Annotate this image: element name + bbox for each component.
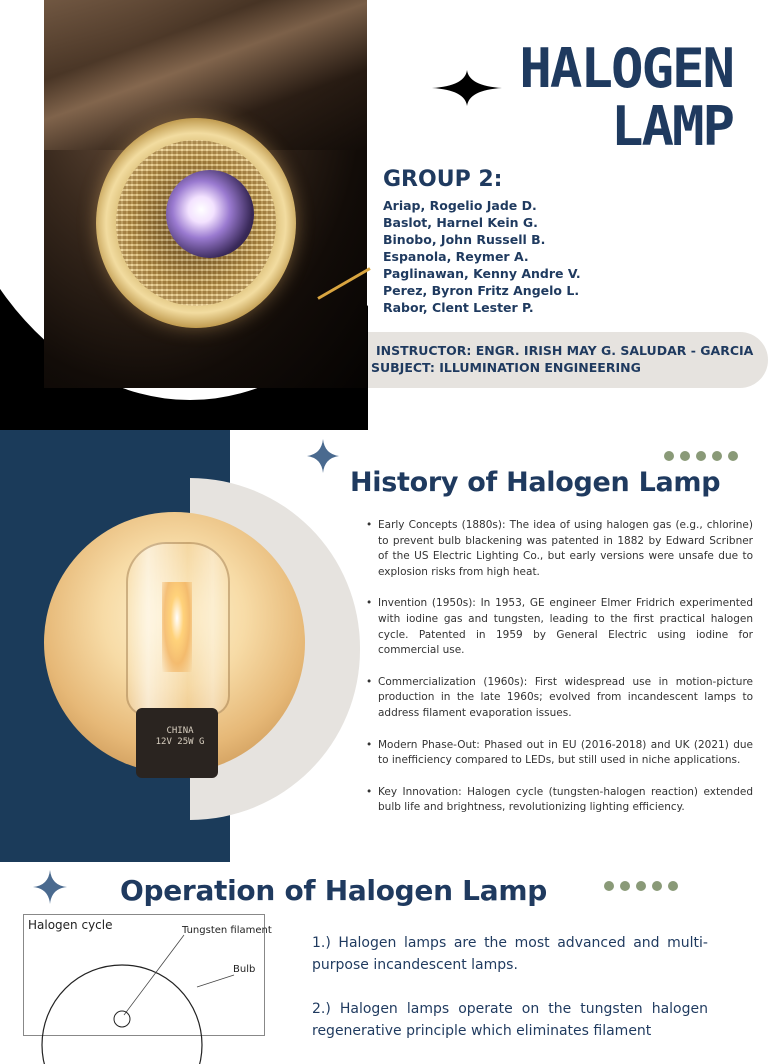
history-item: • Invention (1950s): In 1953, GE engineer Elmer Fridrich experimented with iodine gas and tungsten, leading to the first practical halogen cycle. Patented in 1959 by General Electric using iodine for commercial use.: [366, 596, 753, 658]
filament-coil: [114, 1011, 130, 1027]
halogen-capsule-photo: [44, 512, 305, 773]
page-title: [503, 37, 733, 158]
member-name: Rabor, Clent Lester P.: [383, 300, 534, 315]
cover-section: [0, 0, 768, 430]
lamp-bulb-core: [166, 170, 254, 258]
operation-item: 1.) Halogen lamps are the most advanced and multi-purpose incandescent lamps.: [312, 935, 708, 973]
history-item: • Key Innovation: Halogen cycle (tungsten-halogen reaction) extended bulb life and brightness, revolutionizing lighting efficiency.: [366, 785, 753, 816]
history-item: • Early Concepts (1880s): The idea of using halogen gas (e.g., chlorine) to prevent bulb blackening was patented in 1882 by Edward Scribner of the US Electric Lighting Co., but early versions were unsafe due to explosion risks from high heat.: [366, 518, 753, 580]
diagram-label-filament: Tungsten filament: [182, 925, 272, 936]
capsule-print-line-1: CHINA: [166, 726, 194, 736]
dots-decoration: [664, 451, 738, 461]
member-name: Binobo, John Russell B.: [383, 232, 546, 247]
history-item: • Modern Phase-Out: Phased out in EU (2016-2018) and UK (2021) due to inefficiency compared to LEDs, but still used in niche applications.: [366, 738, 753, 769]
halogen-lamp-photo: [44, 0, 367, 388]
sparkle-icon: [306, 438, 340, 474]
member-list: [383, 197, 581, 316]
halogen-cycle-diagram: [23, 914, 272, 1036]
capsule-print: [148, 726, 212, 748]
sparkle-icon: [430, 68, 504, 108]
course-info-bar: [368, 332, 768, 388]
instructor-line: INSTRUCTOR: ENGR. IRISH MAY G. SALUDAR - GARCIA: [376, 343, 754, 358]
capsule-print-line-2: 12V 25W G: [155, 737, 205, 747]
operation-list: [312, 932, 708, 1064]
lamp-wire: [317, 267, 370, 300]
title-line-2: LAMP: [610, 95, 733, 158]
sparkle-icon: [32, 869, 68, 905]
history-list: [366, 518, 753, 832]
dots-decoration: [604, 881, 678, 891]
member-name: Espanola, Reymer A.: [383, 249, 529, 264]
operation-item: 2.) Halogen lamps operate on the tungsten halogen regenerative principle which eliminates filament: [312, 1001, 708, 1039]
diagram-label-bulb: Bulb: [233, 964, 256, 975]
history-heading: History of Halogen Lamp: [350, 467, 721, 498]
group-title: GROUP 2:: [383, 167, 503, 192]
operation-heading: Operation of Halogen Lamp: [120, 874, 547, 907]
capsule-filament: [162, 582, 192, 672]
history-section: [0, 430, 768, 862]
title-line-1: HALOGEN: [519, 37, 733, 100]
filament-pointer: [124, 935, 184, 1015]
subject-line: SUBJECT: ILLUMINATION ENGINEERING: [371, 360, 641, 375]
operation-section: [0, 862, 768, 1039]
member-name: Perez, Byron Fritz Angelo L.: [383, 283, 580, 298]
bulb-pointer: [197, 975, 234, 987]
diagram-title: Halogen cycle: [28, 918, 113, 932]
member-name: Baslot, Harnel Kein G.: [383, 215, 538, 230]
member-name: Ariap, Rogelio Jade D.: [383, 198, 537, 213]
bulb-outline: [42, 965, 202, 1064]
member-name: Paglinawan, Kenny Andre V.: [383, 266, 581, 281]
history-item: • Commercialization (1960s): First widespread use in motion-picture production in the late 1960s; evolved from incandescent lamps to address filament evaporation issues.: [366, 675, 753, 722]
